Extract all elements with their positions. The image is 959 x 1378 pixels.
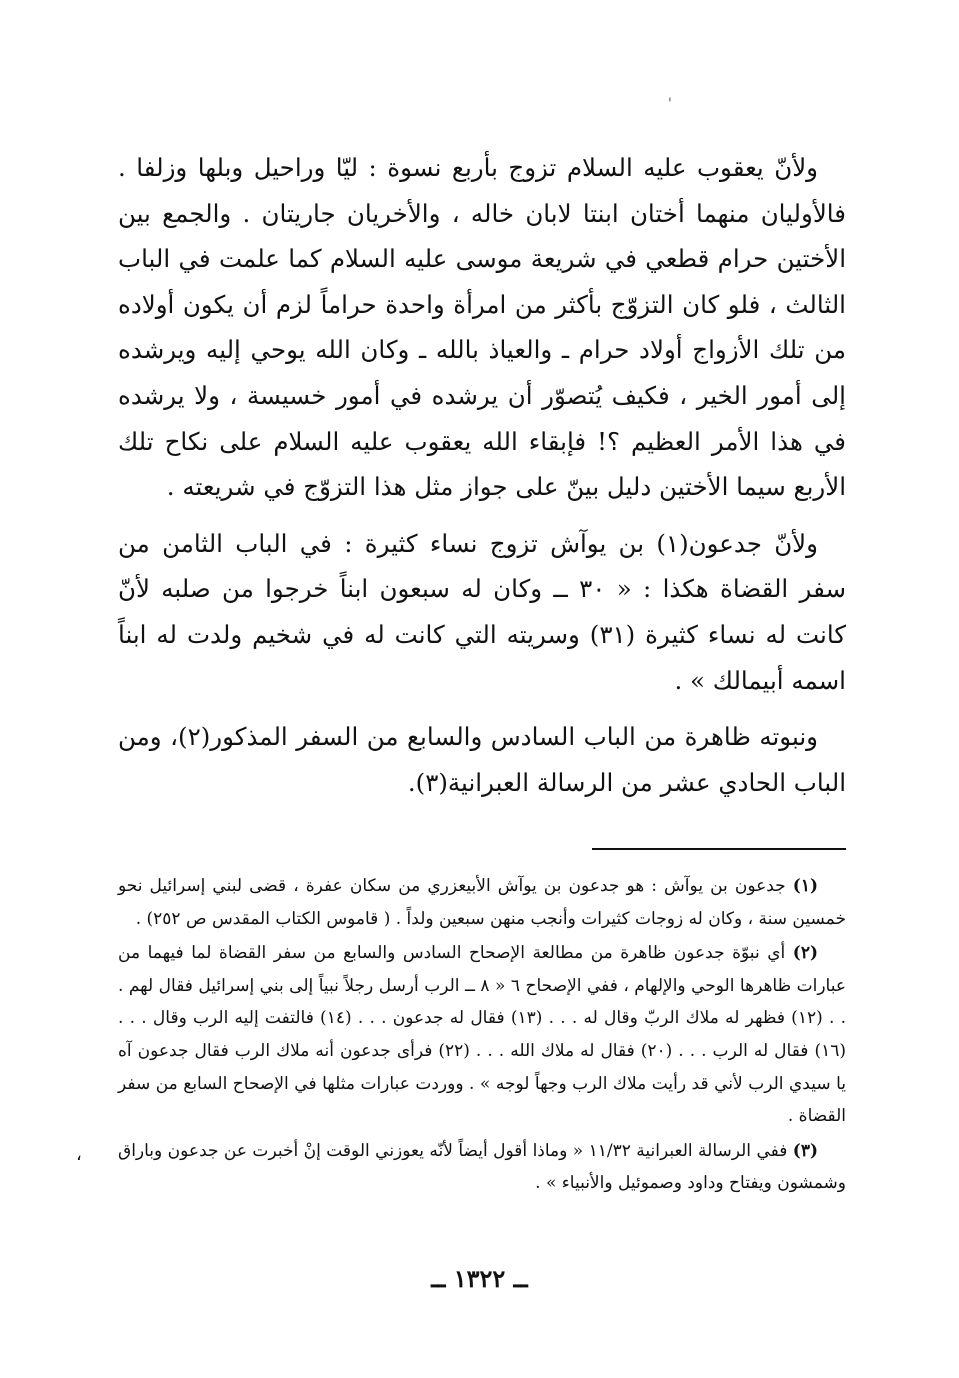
footnote-text: ففي الرسالة العبرانية ١١/٣٢ « وماذا أقول أيضاً لأنّه يعوزني الوقت إنْ أخبرت عن جدعون وباراق وشمشون ويفتاح وداود وصموئيل والأنبياء » . xyxy=(118,1140,846,1194)
scan-tick-mark: ' xyxy=(668,96,672,112)
footnote-2 xyxy=(118,937,846,1133)
main-text xyxy=(118,145,846,816)
page-number: ــ ١٣٢٢ ــ xyxy=(431,1264,528,1293)
footnote-text: جدعون بن يوآش : هو جدعون بن يوآش الأبيعزري من سكان عفرة ، قضى لبني إسرائيل نحو خمسين سنة ، وكان له زوجات كثيرات وأنجب منهن سبعين ولداً . ( قاموس الكتاب المقدس ص ٢٥٢) . xyxy=(118,876,846,929)
footnote-1 xyxy=(118,870,846,935)
paragraph-gideon-wives: ولأنّ جدعون(١) بن يوآش تزوج نساء كثيرة : في الباب الثامن من سفر القضاة هكذا : « ٣٠ ــ وكان له سبعون ابناً خرجوا من صلبه لأنّ كانت له نساء كثيرة (٣١) وسريته التي كانت له في شخيم ولدت له ابناً اسمه أبيمالك » . xyxy=(118,528,847,695)
footnote-3 xyxy=(118,1135,846,1200)
margin-mark: ، xyxy=(76,1144,82,1165)
footnote-number: (٢) xyxy=(792,943,818,964)
footnotes xyxy=(118,870,846,1202)
paragraph-jacob-wives: ولأنّ يعقوب عليه السلام تزوج بأربع نسوة : ليّا وراحيل وبلها وزلفا . فالأوليان منهما أختان ابنتا لابان خاله ، والأخريان جاريتان . والجمع بين الأختين حرام قطعي في شريعة موسى عليه السلام كما علمت في الباب الثالث ، فلو كان التزوّج بأكثر من امرأة واحدة حراماً لزم أن يكون أولاده من تلك الأزواج أولاد حرام ـ والعياذ بالله ـ وكان الله يوحي إليه ويرشده إلى أمور الخير ، فكيف يُتصوّر أن يرشده في أمور خسيسة ، ولا يرشده في هذا الأمر العظيم ؟! فإبقاء الله يعقوب عليه السلام على نكاح تلك الأربع سيما الأختين دليل بينّ على جواز مثل هذا التزوّج في شريعته . xyxy=(118,153,846,502)
footnote-number: (١) xyxy=(792,876,819,896)
footnote-text: أي نبوّة جدعون ظاهرة من مطالعة الإصحاح السادس والسابع من سفر القضاة لما فيهما من عبارات ظاهرها الوحي والإلهام ، ففي الإصحاح ٦ « ٨ ــ الرب أرسل رجلاً نبياً إلى بني إسرائيل فقال لهم . . . (١٢) فظهر له ملاك الربّ وقال له . . . (١٣) فقال له جدعون . . . (١٤) فالتفت إليه الرب وقال . . . (١٦) فقال له الرب . . . (٢٠) فقال له ملاك الله . . . (٢٢) فرأى جدعون أنه ملاك الرب فقال جدعون آه يا سيدي الرب لأني قد رأيت ملاك الرب وجهاً لوجه » . ووردت عبارات مثلها في الإصحاح السابع من سفر القضاة . xyxy=(118,943,846,1127)
footnote-number: (٣) xyxy=(792,1140,819,1161)
footnote-separator xyxy=(592,848,846,850)
paragraph-gideon-prophecy: ونبوته ظاهرة من الباب السادس والسابع من السفر المذكور(٢)، ومن الباب الحادي عشر من الرسالة العبرانية(٣). xyxy=(118,722,846,797)
